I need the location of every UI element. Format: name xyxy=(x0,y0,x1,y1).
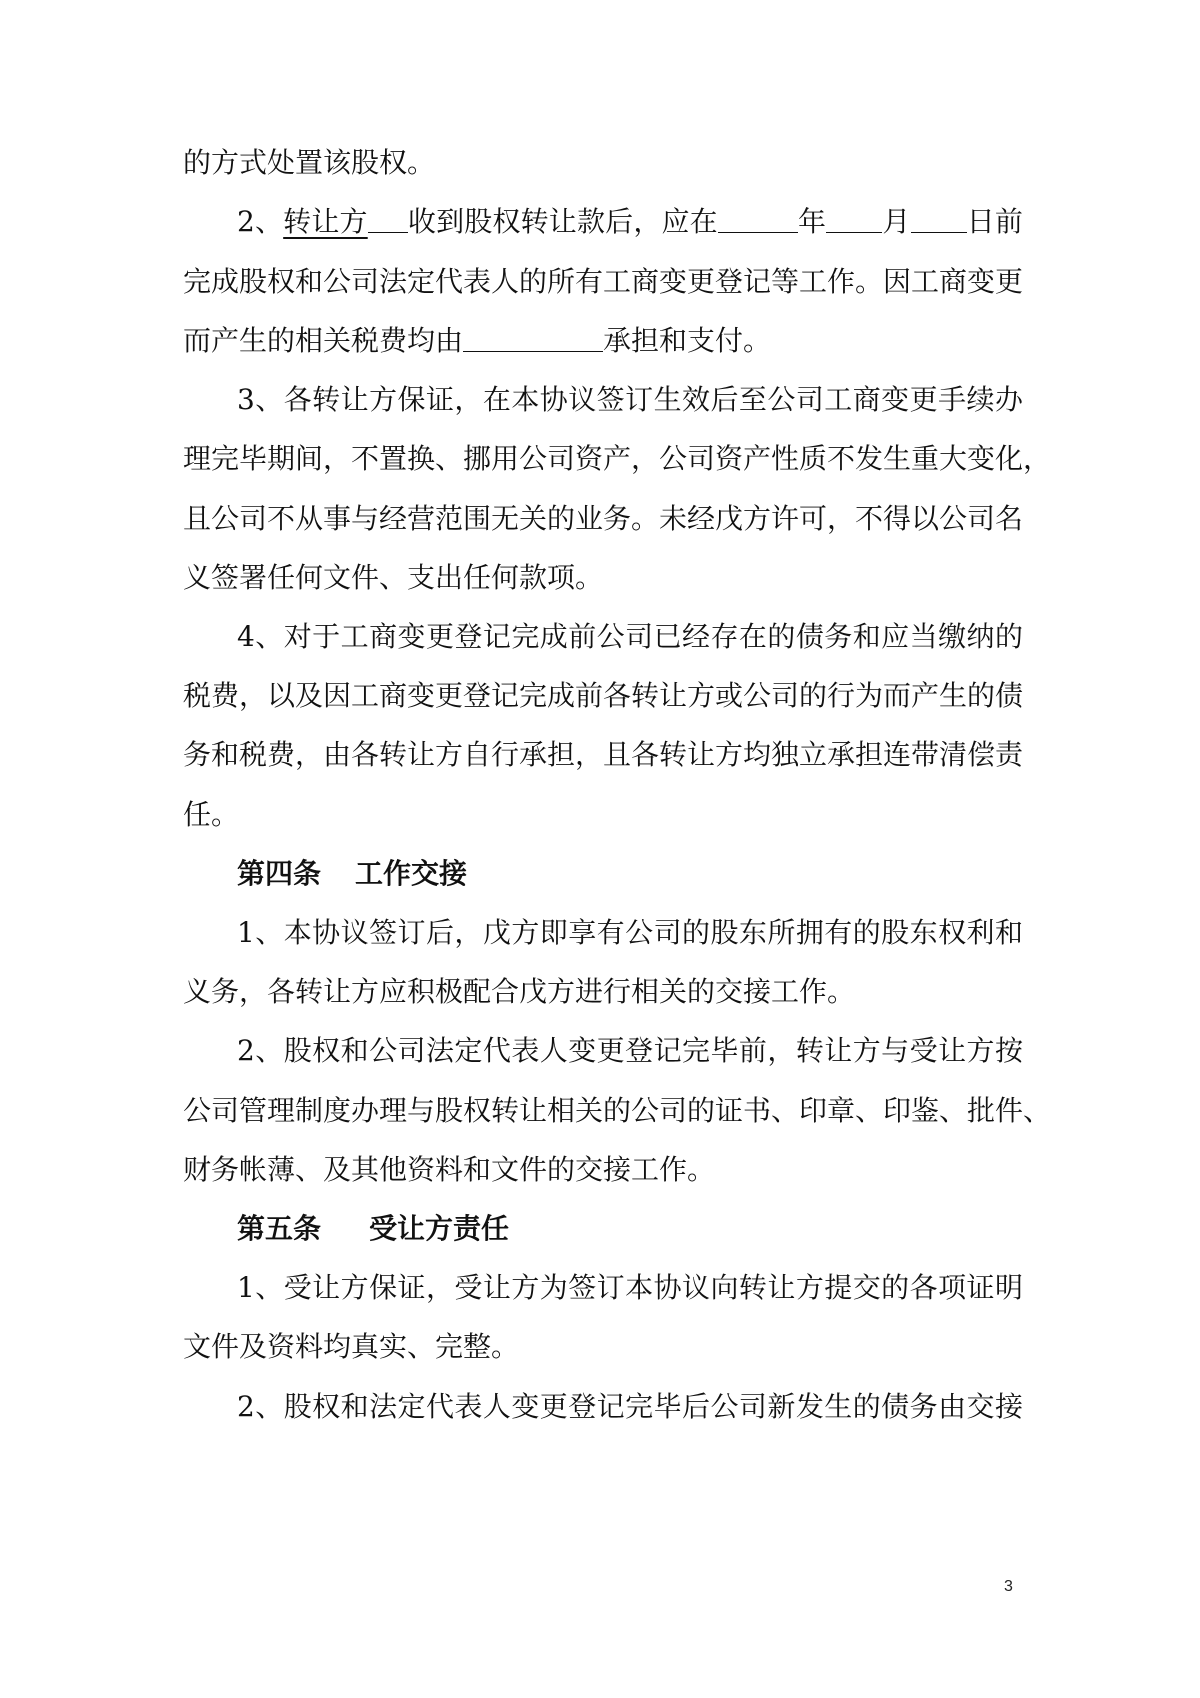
clause-3-line-3: 且公司不从事与经营范围无关的业务。未经戊方许可，不得以公司名 xyxy=(183,502,1024,535)
clause-3-line-4: 义签署任何文件、支出任何款项。 xyxy=(183,561,604,594)
article-4-clause-2-line-2: 公司管理制度办理与股权转让相关的公司的证书、印章、印鉴、批件、 xyxy=(183,1094,1052,1127)
article-4-heading xyxy=(237,854,467,894)
month-label: 月 xyxy=(882,205,911,238)
year-label: 年 xyxy=(797,205,827,238)
underline-blank xyxy=(368,206,408,233)
article-title: 受让方责任 xyxy=(369,1212,510,1245)
clause-3-line-1: 3、各转让方保证，在本协议签订生效后至公司工商变更手续办 xyxy=(237,383,1023,416)
article-4-clause-1-line-1: 1、本协议签订后，戊方即享有公司的股东所拥有的股东权利和 xyxy=(237,916,1023,949)
year-blank xyxy=(718,206,798,233)
clause-4-line-3: 务和税费，由各转让方自行承担，且各转让方均独立承担连带清偿责 xyxy=(183,738,1024,771)
clause-4-line-4: 任。 xyxy=(183,798,240,831)
article-5-heading xyxy=(237,1209,509,1249)
party-name: 转让方 xyxy=(283,205,368,238)
paragraph-line: 的方式处置该股权。 xyxy=(183,146,436,179)
article-title: 工作交接 xyxy=(355,857,468,890)
clause-4-line-2: 税费，以及因工商变更登记完成前各转让方或公司的行为而产生的债 xyxy=(183,679,1024,712)
day-label: 日前 xyxy=(966,205,1023,238)
clause-3-line-2: 理完毕期间，不置换、挪用公司资产，公司资产性质不发生重大变化， xyxy=(183,442,1052,475)
clause-2-line-2: 完成股权和公司法定代表人的所有工商变更登记等工作。因工商变更 xyxy=(183,265,1024,298)
article-5-clause-2-line-1: 2、股权和法定代表人变更登记完毕后公司新发生的债务由交接 xyxy=(237,1390,1023,1423)
clause-2-line-3 xyxy=(183,321,1023,361)
clause-2-line-1 xyxy=(237,202,1023,242)
clause-number: 2、 xyxy=(237,205,284,238)
article-4-clause-1-line-2: 义务，各转让方应积极配合戊方进行相关的交接工作。 xyxy=(183,975,856,1008)
article-number: 第四条 xyxy=(237,857,322,890)
page-number: 3 xyxy=(1004,1578,1013,1595)
clause-text: 承担和支付。 xyxy=(603,324,772,357)
day-blank xyxy=(911,206,967,233)
article-4-clause-2-line-3: 财务帐薄、及其他资料和文件的交接工作。 xyxy=(183,1153,716,1186)
month-blank xyxy=(826,206,882,233)
clause-text: 收到股权转让款后，应在 xyxy=(407,205,718,238)
article-5-clause-1-line-1: 1、受让方保证，受让方为签订本协议向转让方提交的各项证明 xyxy=(237,1271,1023,1304)
article-number: 第五条 xyxy=(237,1212,322,1245)
clause-text: 而产生的相关税费均由 xyxy=(183,324,464,357)
article-4-clause-2-line-1: 2、股权和公司法定代表人变更登记完毕前，转让方与受让方按 xyxy=(237,1034,1023,1067)
article-5-clause-1-line-2: 文件及资料均真实、完整。 xyxy=(183,1330,520,1363)
payer-blank xyxy=(463,325,603,352)
clause-4-line-1: 4、对于工商变更登记完成前公司已经存在的债务和应当缴纳的 xyxy=(237,620,1023,653)
